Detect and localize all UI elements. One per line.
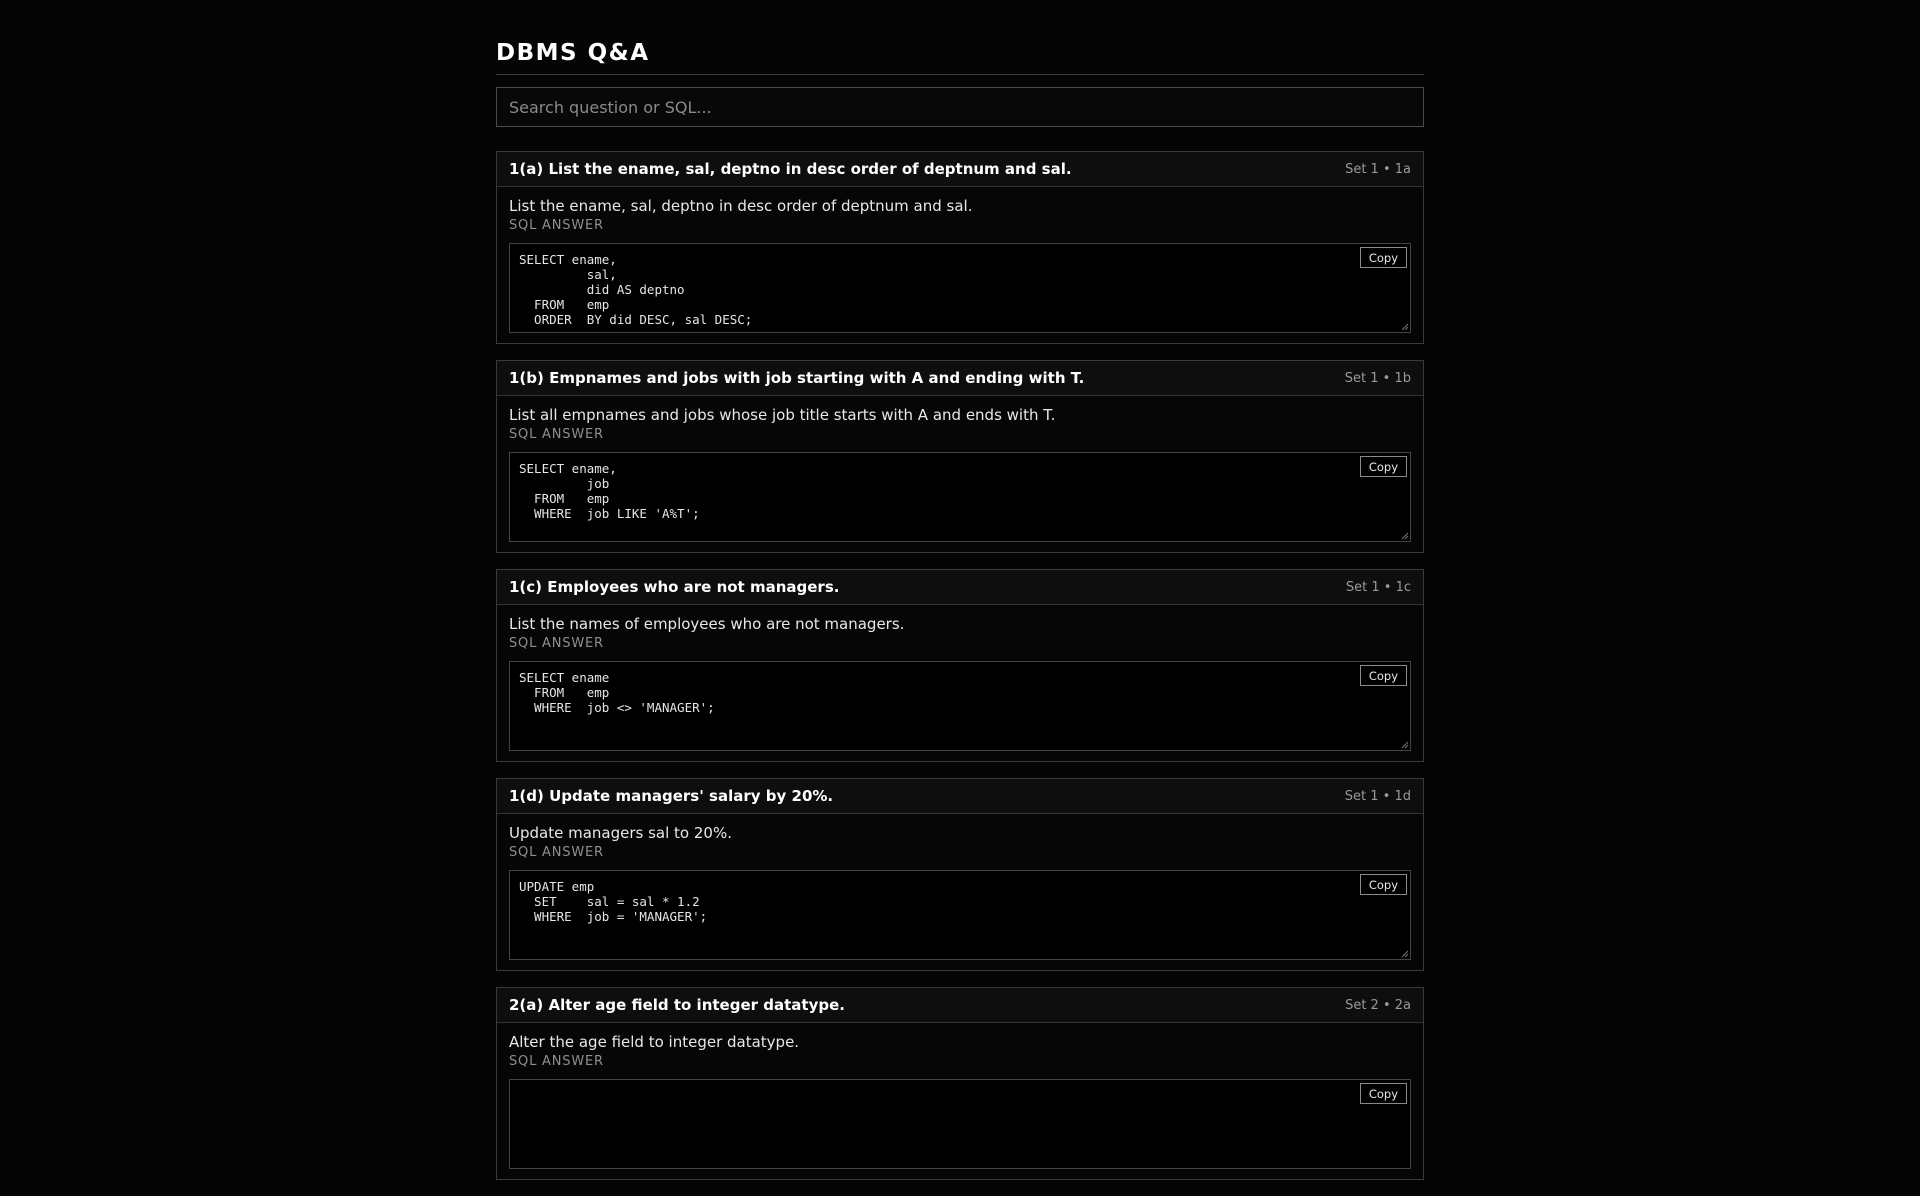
question-text: List the names of employees who are not managers. bbox=[509, 615, 905, 633]
resize-handle-icon[interactable] bbox=[1401, 323, 1409, 331]
card-header bbox=[497, 988, 1423, 1023]
sql-answer-label: SQL ANSWER bbox=[509, 218, 604, 233]
page bbox=[496, 0, 1424, 1196]
question-text: List all empnames and jobs whose job title starts with A and ends with T. bbox=[509, 406, 1056, 424]
copy-button[interactable]: Copy bbox=[1360, 247, 1407, 268]
card-title: 1(b) Empnames and jobs with job starting with A and ending with T. bbox=[509, 369, 1085, 387]
card-body bbox=[497, 396, 1423, 542]
question-card bbox=[496, 151, 1424, 344]
sql-code[interactable]: SELECT ename FROM emp WHERE job <> 'MANAGER'; bbox=[519, 670, 715, 715]
card-title: 1(d) Update managers' salary by 20%. bbox=[509, 787, 834, 805]
sql-code[interactable]: SELECT ename, sal, did AS deptno FROM emp ORDER BY did DESC, sal DESC; bbox=[519, 252, 753, 327]
card-body bbox=[497, 814, 1423, 960]
card-meta: Set 1 • 1c bbox=[1345, 579, 1411, 595]
card-meta: Set 1 • 1b bbox=[1344, 370, 1411, 386]
copy-button[interactable]: Copy bbox=[1360, 665, 1407, 686]
search-input[interactable] bbox=[496, 87, 1424, 127]
sql-answer-label: SQL ANSWER bbox=[509, 427, 604, 442]
sql-code[interactable] bbox=[510, 1080, 1410, 1096]
card-title: 1(a) List the ename, sal, deptno in desc order of deptnum and sal. bbox=[509, 160, 1072, 178]
sql-answer-label: SQL ANSWER bbox=[509, 845, 604, 860]
question-card bbox=[496, 987, 1424, 1180]
question-text: List the ename, sal, deptno in desc order of deptnum and sal. bbox=[509, 197, 973, 215]
sql-answer-label: SQL ANSWER bbox=[509, 1054, 604, 1069]
sql-code[interactable]: SELECT ename, job FROM emp WHERE job LIKE 'A%T'; bbox=[519, 461, 700, 521]
card-meta: Set 1 • 1a bbox=[1345, 161, 1411, 177]
sql-code-box[interactable] bbox=[509, 452, 1411, 542]
card-title: 2(a) Alter age field to integer datatype. bbox=[509, 996, 845, 1014]
sql-code-box[interactable] bbox=[509, 870, 1411, 960]
sql-answer-label: SQL ANSWER bbox=[509, 636, 604, 651]
copy-button[interactable]: Copy bbox=[1360, 1083, 1407, 1104]
page-title: DBMS Q&A bbox=[496, 0, 1424, 75]
card-header bbox=[497, 361, 1423, 396]
question-text: Alter the age field to integer datatype. bbox=[509, 1033, 800, 1051]
card-meta: Set 2 • 2a bbox=[1345, 997, 1411, 1013]
copy-button[interactable]: Copy bbox=[1360, 456, 1407, 477]
card-body bbox=[497, 1023, 1423, 1169]
card-meta: Set 1 • 1d bbox=[1344, 788, 1411, 804]
resize-handle-icon[interactable] bbox=[1401, 532, 1409, 540]
card-header bbox=[497, 152, 1423, 187]
card-header bbox=[497, 779, 1423, 814]
sql-code-box[interactable] bbox=[509, 661, 1411, 751]
resize-handle-icon[interactable] bbox=[1401, 741, 1409, 749]
card-body bbox=[497, 187, 1423, 333]
sql-code-box[interactable] bbox=[509, 243, 1411, 333]
question-card bbox=[496, 569, 1424, 762]
card-body bbox=[497, 605, 1423, 751]
sql-code-box[interactable] bbox=[509, 1079, 1411, 1169]
card-header bbox=[497, 570, 1423, 605]
question-card bbox=[496, 778, 1424, 971]
question-card bbox=[496, 360, 1424, 553]
question-text: Update managers sal to 20%. bbox=[509, 824, 732, 842]
sql-code[interactable]: UPDATE emp SET sal = sal * 1.2 WHERE job = 'MANAGER'; bbox=[519, 879, 708, 924]
card-title: 1(c) Employees who are not managers. bbox=[509, 578, 840, 596]
resize-handle-icon[interactable] bbox=[1401, 950, 1409, 958]
copy-button[interactable]: Copy bbox=[1360, 874, 1407, 895]
question-list bbox=[496, 151, 1424, 1180]
